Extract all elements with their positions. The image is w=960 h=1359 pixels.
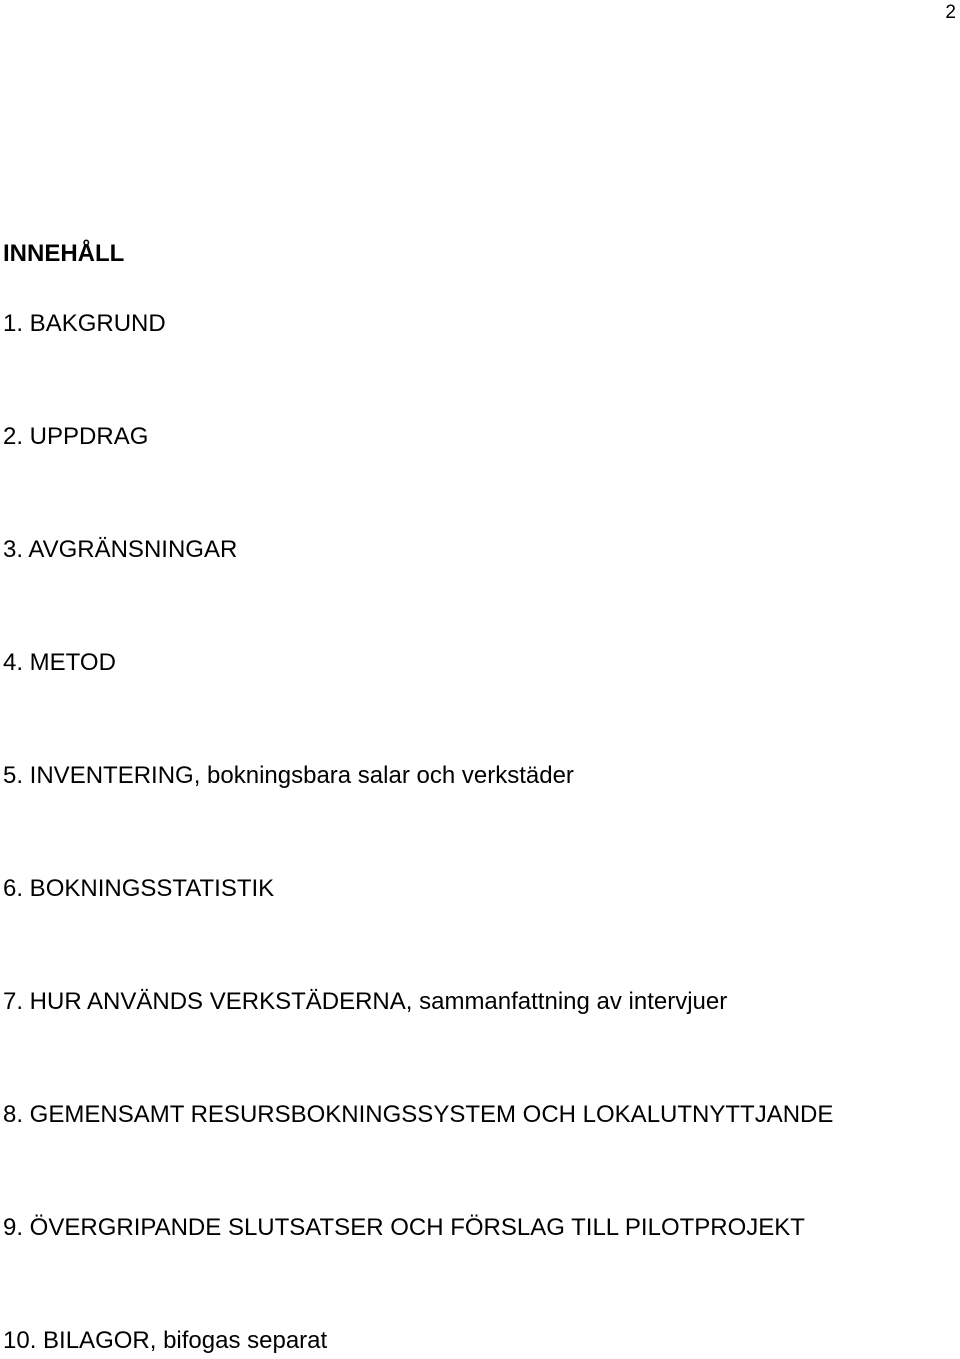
- toc-item: 5. INVENTERING, bokningsbara salar och verkstäder: [3, 762, 574, 789]
- toc-item: 1. BAKGRUND: [3, 310, 166, 337]
- toc-item: 8. GEMENSAMT RESURSBOKNINGSSYSTEM OCH LOKALUTNYTTJANDE: [3, 1101, 834, 1128]
- toc-item: 3. AVGRÄNSNINGAR: [3, 536, 238, 563]
- page-number: 2: [945, 2, 956, 23]
- toc-item: 6. BOKNINGSSTATISTIK: [3, 875, 275, 902]
- toc-item: 9. ÖVERGRIPANDE SLUTSATSER OCH FÖRSLAG TILL PILOTPROJEKT: [3, 1214, 805, 1241]
- toc-heading: INNEHÅLL: [3, 240, 125, 267]
- toc-item: 7. HUR ANVÄNDS VERKSTÄDERNA, sammanfattning av intervjuer: [3, 988, 728, 1015]
- toc-item: 2. UPPDRAG: [3, 423, 149, 450]
- toc-item: 10. BILAGOR, bifogas separat: [3, 1327, 328, 1354]
- toc-item: 4. METOD: [3, 649, 116, 676]
